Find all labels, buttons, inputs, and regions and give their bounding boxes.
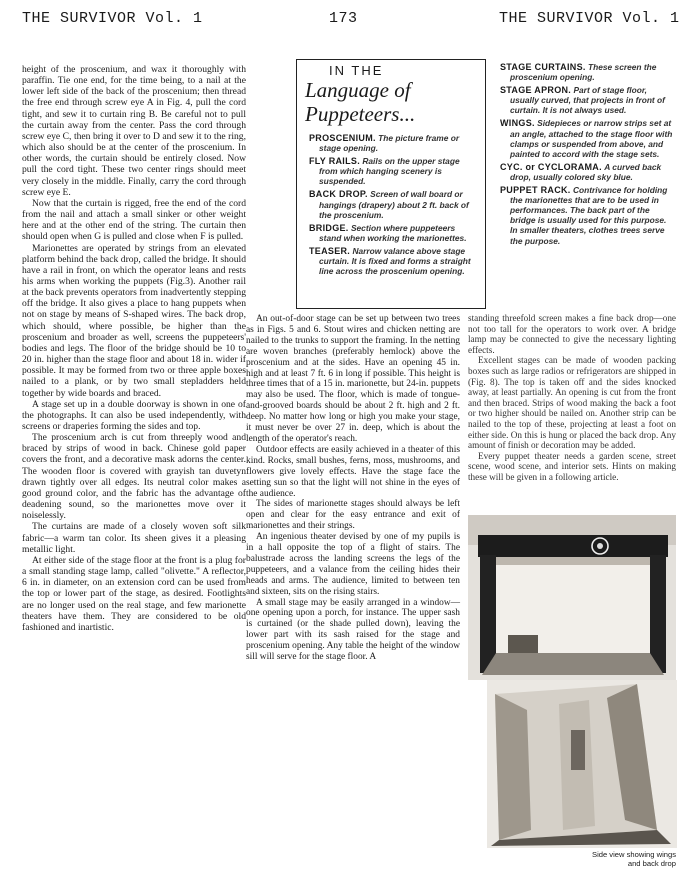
glossary-term: PROSCENIUM. — [309, 133, 376, 143]
paragraph: The sides of marionette stages should always be left open and clear for the easy entrance and exit of marionettes and their strings. — [246, 499, 460, 532]
article-column-1 — [22, 64, 246, 633]
paragraph: A small stage may be easily arranged in a window—one opening upon a porch, for instance. The upper sash is curtained (or the shade pulled down), leaving the lower part with its sash raised for the stage and proscenium opening. Any table the height of the window sill will serve for the stage floor. A — [246, 597, 460, 663]
glossary-entry — [309, 189, 479, 219]
paragraph: Every puppet theater needs a garden scene, street scene, wood scene, and interior sets. Hints on making these will be given in a following article. — [468, 450, 676, 482]
running-header-right: THE SURVIVOR Vol. 1 — [499, 10, 680, 27]
left-wing — [495, 694, 531, 840]
glossary-entry — [309, 156, 479, 186]
glossary-definition: Narrow valance above stage curtain. It is fixed and forms a straight line across the proscenium opening. — [319, 245, 471, 277]
glossary-heading-small: IN THE — [329, 63, 384, 78]
paragraph: Excellent stages can be made of wooden packing boxes such as large radios or refrigerators are shipped in (Fig. 8). The top is taken off and the sides knocked away, at least partially. An opening is cut from the front and then braced. Strips of wood making the back a foot or two higher should be nailed on. Another strip can be nailed to the top of these, projecting at least a foot on either side. On this is hung or placed the back drop. Any amount of finish or decoration may be added. — [468, 355, 676, 451]
glossary-definition: Contrivance for holding the marionettes that are to be used in performances. The back part of the bridge is usually used for this purpose. In smaller theaters, clothes trees serve the purpose. — [510, 185, 668, 246]
paragraph: The curtains are made of a closely woven soft silk fabric—a warm tan color. Its sheen gives it a pleasing metallic light. — [22, 521, 246, 555]
glossary-entry — [500, 185, 676, 246]
side-view-stage-photo — [487, 680, 677, 848]
glossary-entry — [309, 246, 479, 276]
glossary-term: TEASER. — [309, 245, 351, 256]
paragraph: Now that the curtain is rigged, free the end of the cord from the nail and attach a small sinker or other weight here and at the other end of the string. The curtain then should open when G is pulled and close when F is pulled. — [22, 197, 246, 243]
glossary-definition: Sidepieces or narrow strips set at an angle, attached to the stage floor with clamps or suspended from above, and painted to accord with the stage sets. — [510, 118, 673, 159]
running-header-left: THE SURVIVOR Vol. 1 — [22, 10, 203, 27]
mask-center — [597, 543, 603, 549]
glossary-term: WINGS. — [500, 118, 535, 129]
bridge-shadow — [508, 635, 538, 653]
teaser — [496, 557, 650, 565]
glossary-entry — [309, 133, 479, 153]
paragraph: At either side of the stage floor at the front is a plug for a small standing stage lamp, called "olivette." A reflector, 6 in. in diameter, on an extension cord can be used from the top or lower part of the stage, as desired. Footlights are no longer used on the real stage, and few marionette theaters have them. They are considered to be old fashioned and inartistic. — [22, 554, 246, 633]
article-column-3 — [468, 313, 676, 483]
proscenium-left — [480, 555, 496, 673]
paragraph: height of the proscenium, and wax it thoroughly with paraffin. Tie one end, for the time being, to a nail at the lower left side of the back of the proscenium; then thread the free end through screw eye A in Fig. 4, pull the cord tight, and sew it to curtain ring B. Be careful not to pull the curtain away from the center. Pass the cord through screw eye C, then bring it over to D and sew it to the ring, which also should be at the center of the proscenium. In other words, the curtain should be entirely closed. Now pull the cord tight. These two center rings should meet very closely in the middle. Finally, carry the cord through screw eye E. — [22, 64, 246, 198]
photo-caption: Side view showing wings and back drop — [592, 850, 676, 868]
glossary-term: STAGE APRON. — [500, 85, 572, 96]
glossary-term: CYC. or CYCLORAMA. — [500, 161, 602, 172]
puppet-figure — [571, 730, 585, 770]
glossary-heading: Language of Puppeteers... — [305, 78, 416, 126]
glossary-entry — [500, 85, 676, 115]
paragraph: standing threefold screen makes a fine back drop—one not too tall for the operators to work over. A bridge lamp may be connected to give the necessary lighting effects. — [468, 313, 676, 355]
glossary-entry — [500, 162, 676, 182]
glossary-term: BRIDGE. — [309, 222, 349, 233]
glossary-term: BACK DROP. — [309, 189, 368, 200]
paragraph: Marionettes are operated by strings from an elevated platform behind the back drop, called the bridge. It should have a rail in front, on which the operator leans and rests his arms when working the puppets (Fig.3). Another rail at the back prevents operators from inadvertently stepping off the bridge. It also gives a place to hang puppets when not on stage by means of S-shaped wires. The back drop, which should, where possible, be higher than the proscenium and broader as well, screens the puppeteers' bodies and legs. The floor of the bridge should be 10 to 20 in. higher than the stage floor and about 18 in. wider if possible. It may be formed from two or three apple boxes nailed to a plank, or by two small stepladders held together by wide boards and braced. — [22, 242, 246, 399]
glossary-term: PUPPET RACK. — [500, 185, 571, 196]
glossary-term: STAGE CURTAINS. — [500, 62, 586, 72]
glossary-definition: The picture frame or stage opening. — [319, 133, 460, 154]
glossary-definition: Part of stage floor, usually curved, that projects in front of curtain. It is not always used. — [510, 85, 665, 116]
glossary-left-list — [309, 133, 479, 279]
glossary-definition: Rails on the upper stage from which hanging scenery is suspended. — [319, 156, 460, 187]
glossary-definition: A curved back drop, usually colored sky blue. — [510, 161, 662, 182]
proscenium-top — [478, 535, 668, 557]
glossary-definition: Screen of wall board or hangings (drapery) about 2 ft. back of the proscenium. — [319, 189, 469, 220]
glossary-definition: These screen the proscenium opening. — [510, 62, 657, 83]
glossary-entry — [500, 118, 676, 158]
article-column-2 — [246, 314, 460, 663]
proscenium-right — [650, 555, 666, 673]
glossary-entry — [500, 62, 676, 82]
stage-floor — [482, 653, 664, 675]
paragraph: An out-of-door stage can be set up between two trees as in Figs. 5 and 6. Stout wires and chicken netting are nailed to the trunks to support the framing. In the netting are woven branches (preferably hemlock) above the proscenium and at the sides. Have an opening 45 in. high and at least 7 ft. 6 in long if possible. This height is three times that of a 15 in. marionette, but 24-in. puppets may also be used. The floor, which is made of tongue-and-grooved boards should be about 2 ft. high and 2 ft. deep. No matter how long or high you make your stage, it must never be over 27 in. deep, which is about the length of the operator's reach. — [246, 314, 460, 444]
glossary-term: FLY RAILS. — [309, 156, 361, 167]
paragraph: An ingenious theater devised by one of my pupils is in a hall opposite the top of a flight of stairs. The balustrade across the landing screens the legs of the puppeteers, and a valance from the ceiling hides their heads and arms. The audience, limited to between ten and sixteen, sits on the rising stairs. — [246, 532, 460, 597]
paragraph: A stage set up in a double doorway is shown in one of the photographs. It can also be used independently, with screens or draperies forming the sides and top. — [22, 398, 246, 432]
doorway-stage-photo — [468, 515, 676, 680]
paragraph: The proscenium arch is cut from threeply wood and braced by strips of wood in back. Chinese gold paper covers the front, and a decorative mask adorns the center. The wooden floor is covered with grayish tan duvetyn drawn tightly over all edges. Its neutral color makes a good ground color, and the fabric has the advantage of deadening sound, so the marionettes move over it noiselessly. — [22, 432, 246, 522]
page-number: 173 — [329, 10, 358, 27]
paragraph: Outdoor effects are easily achieved in a theater of this kind. Rocks, small bushes, ferns, moss, mushrooms, and flowers give lovely effects. Have the stage face the setting sun so that the light will not shine in the eyes of the audience. — [246, 444, 460, 499]
glossary-entry — [309, 223, 479, 243]
glossary-definition: Section where puppeteers stand when working the marionettes. — [319, 222, 467, 243]
glossary-right-list — [500, 62, 676, 249]
